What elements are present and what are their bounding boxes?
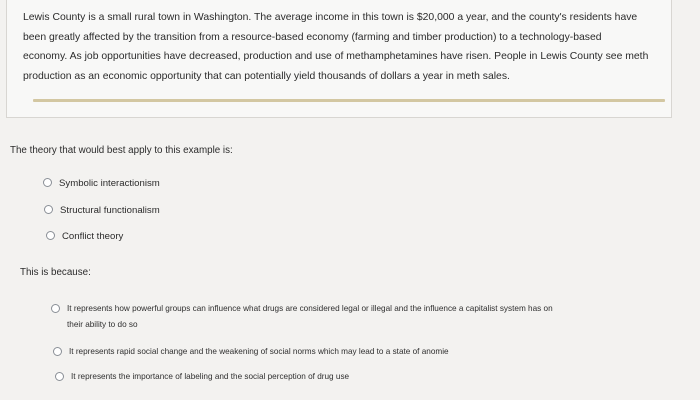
question-2-prompt: This is because:	[20, 267, 91, 278]
passage-line-1: Lewis County is a small rural town in Washington. The average income in this town is $20,000 a year, and the county's residents have	[23, 12, 638, 23]
option-label-line-2: their ability to do so	[67, 320, 138, 329]
option-anomie[interactable]	[53, 346, 653, 360]
option-powerful-groups[interactable]	[51, 303, 671, 333]
option-label	[67, 301, 553, 333]
option-label: It represents the importance of labeling and the social perception of drug use	[71, 372, 350, 381]
radio-button[interactable]	[51, 304, 60, 313]
option-label: It represents rapid social change and the weakening of social norms which may lead to a state of anomie	[69, 347, 449, 356]
radio-button[interactable]	[44, 205, 53, 214]
option-labeling[interactable]	[55, 371, 655, 385]
radio-button[interactable]	[46, 231, 55, 240]
option-structural-functionalism[interactable]	[44, 204, 160, 217]
passage-card	[6, 0, 672, 118]
passage-divider	[33, 99, 665, 102]
radio-button[interactable]	[43, 178, 52, 187]
option-symbolic-interactionism[interactable]	[43, 177, 160, 190]
option-label: Symbolic interactionism	[59, 178, 160, 189]
radio-button[interactable]	[55, 372, 64, 381]
passage-line-4: production as an economic opportunity that can potentially yield thousands of dollars a year in meth sales.	[23, 70, 510, 82]
option-label-line-1: It represents how powerful groups can influence what drugs are considered legal or illegal and the influence a capitalist system has on	[67, 304, 553, 313]
question-1-prompt: The theory that would best apply to this example is:	[10, 145, 233, 156]
option-label: Conflict theory	[62, 231, 124, 242]
option-conflict-theory[interactable]	[46, 230, 123, 243]
passage-text	[23, 8, 663, 86]
radio-button[interactable]	[53, 347, 62, 356]
passage-line-3: economy. As job opportunities have decreased, production and use of methamphetamines have risen. People in Lewis County see meth	[23, 51, 649, 62]
passage-line-2: been greatly affected by the transition from a resource-based economy (farming and timber production) to a technology-based	[23, 31, 602, 43]
option-label: Structural functionalism	[60, 205, 160, 216]
